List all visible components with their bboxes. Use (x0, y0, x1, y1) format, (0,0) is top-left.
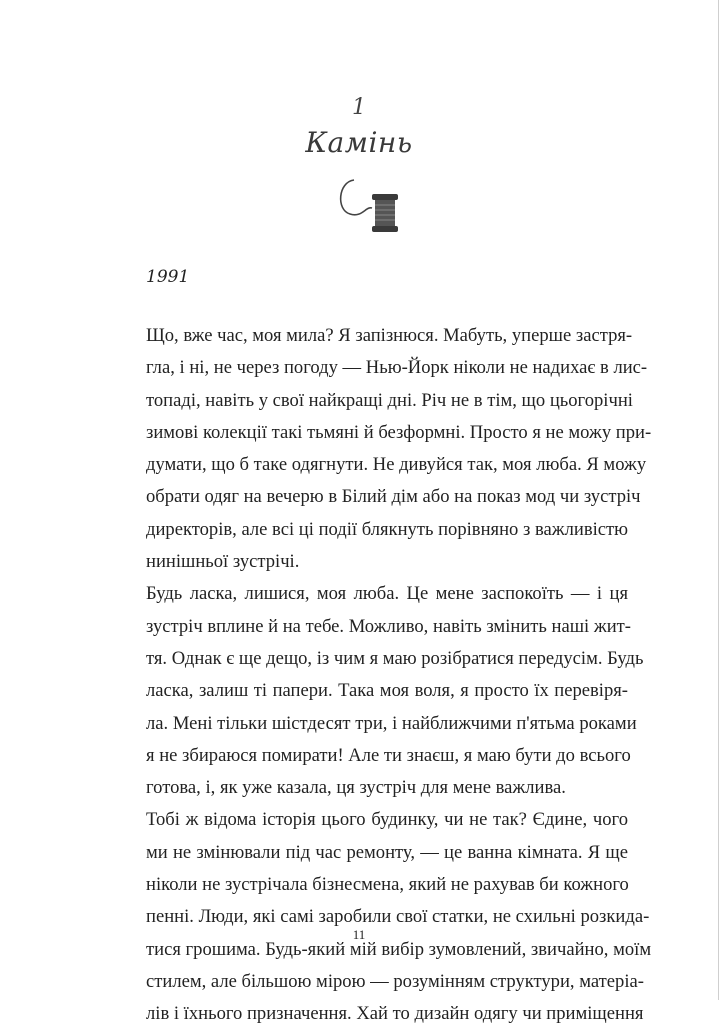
text-line: готова, і, як уже казала, ця зустріч для мене важлива. (146, 777, 566, 799)
text-line: обрати одяг на вечерю в Білий дім або на показ мод чи зустріч (146, 486, 641, 508)
chapter-title: Камінь (305, 126, 413, 159)
text-line: зустріч вплине й на тебе. Можливо, навіть змінить наші жит- (146, 615, 631, 637)
text-line: топаді, навіть у свої найкращі дні. Річ не в тім, що цьогорічні (146, 389, 633, 411)
chapter-year: 1991 (146, 267, 190, 287)
text-line: стилем, але більшою мірою — розумінням структури, матеріа- (146, 970, 644, 992)
text-line: ла. Мені тільки шістдесят три, і найближчими п'ятьма роками (146, 712, 637, 734)
text-line: зимові колекції такі тьмяні й безформні. Просто я не можу при- (146, 421, 652, 443)
text-line: директорів, але всі ці події блякнуть порівняно з важливістю (146, 518, 629, 540)
text-line: ласка, залиш ті папери. Така моя воля, я просто їх перевіря- (146, 680, 628, 702)
text-line: тя. Однак є ще дещо, із чим я маю розібратися передусім. Будь (146, 647, 644, 669)
text-line: ніколи не зустрічала бізнесмена, який не рахував би кожного (146, 874, 629, 896)
page-number: 11 (352, 927, 366, 942)
text-line: тися грошима. Будь-який мій вибір зумовлений, звичайно, моїм (146, 938, 652, 960)
text-line: нинішньої зустрічі. (146, 551, 300, 573)
text-line: думати, що б таке одягнути. Не дивуйся так, моя люба. Я можу (146, 454, 647, 476)
text-line: Що, вже час, моя мила? Я запізнюся. Мабуть, уперше застря- (146, 325, 633, 346)
text-line: лів і їхнього призначення. Хай то дизайн одягу чи приміщення (146, 1003, 644, 1025)
text-line: пенні. Люди, які самі заробили свої статки, не схильні розкида- (146, 906, 650, 928)
chapter-text (146, 320, 652, 1031)
text-line: Тобі ж відома історія цього будинку, чи не так? Єдине, чого (146, 809, 628, 831)
text-line: гла, і ні, не через погоду — Нью-Йорк ніколи не надихає в лис- (146, 357, 648, 379)
chapter-number: 1 (352, 95, 366, 120)
text-line: Будь ласка, лишися, моя люба. Це мене заспокоїть — і ця (146, 583, 628, 605)
text-line: я не збираюся помирати! Але ти знаєш, я маю бути до всього (146, 744, 631, 766)
text-line: ми не змінювали під час ремонту, — це ванна кімната. Я ще (146, 841, 628, 863)
thread-spool-icon (332, 170, 412, 240)
